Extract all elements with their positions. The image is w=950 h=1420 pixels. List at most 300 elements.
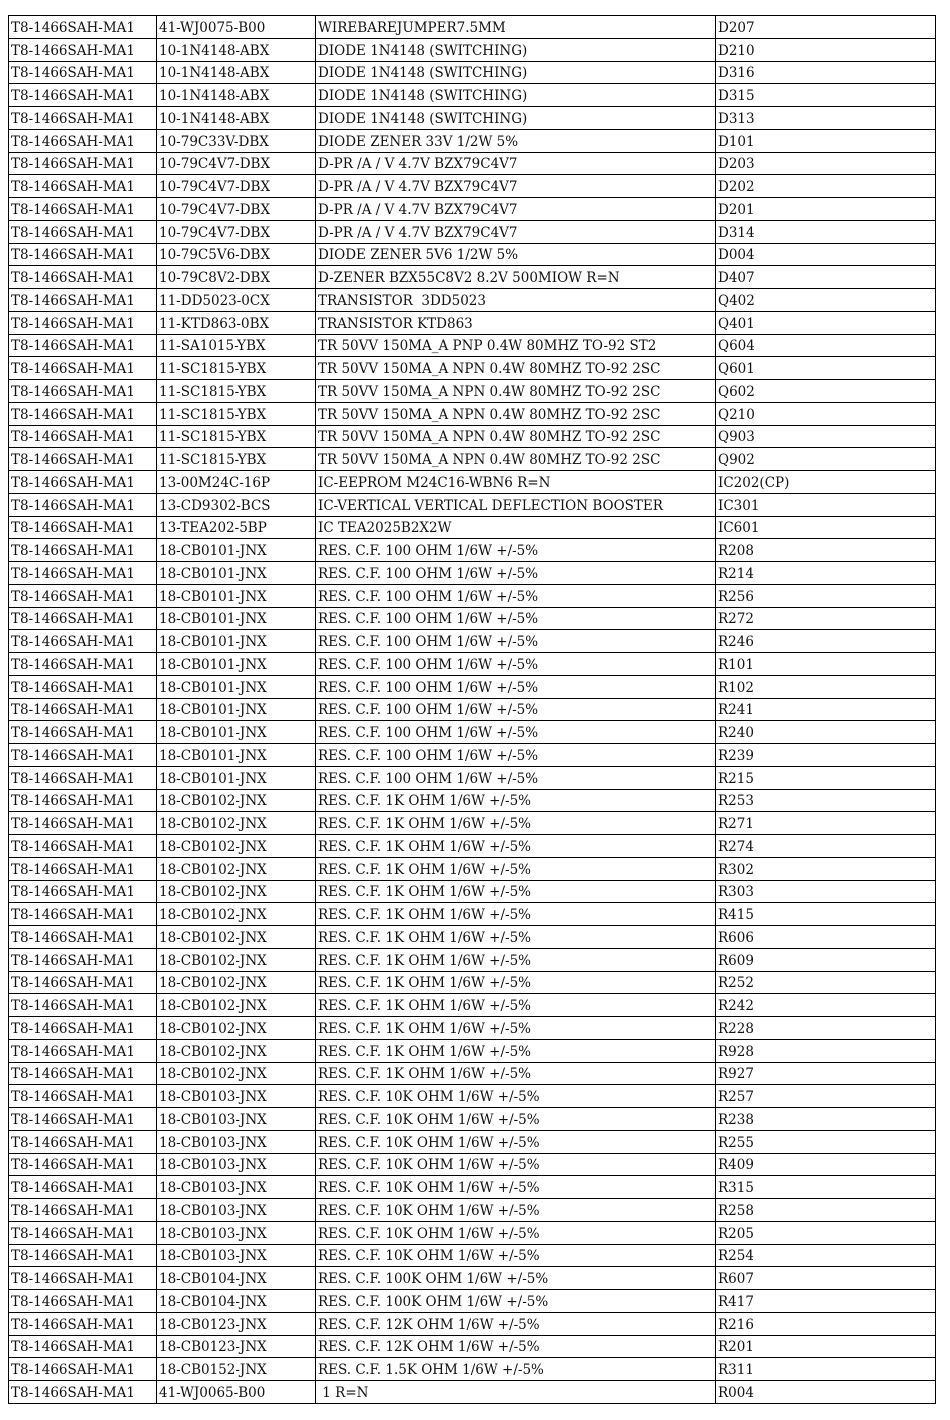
description-cell: RES. C.F. 10K OHM 1/6W +/-5% bbox=[316, 1130, 716, 1153]
reference-designator-cell: R271 bbox=[716, 812, 936, 835]
model-number-cell: T8-1466SAH-MA1 bbox=[9, 516, 157, 539]
reference-designator-cell: R004 bbox=[716, 1381, 936, 1404]
reference-designator-cell: R303 bbox=[716, 880, 936, 903]
model-number-cell: T8-1466SAH-MA1 bbox=[9, 675, 157, 698]
description-cell: TR 50VV 150MA_A NPN 0.4W 80MHZ TO-92 2SC bbox=[316, 448, 716, 471]
model-number-cell: T8-1466SAH-MA1 bbox=[9, 812, 157, 835]
model-number-cell: T8-1466SAH-MA1 bbox=[9, 1039, 157, 1062]
reference-designator-cell: IC202(CP) bbox=[716, 471, 936, 494]
part-number-cell: 18-CB0101-JNX bbox=[157, 721, 316, 744]
model-number-cell: T8-1466SAH-MA1 bbox=[9, 653, 157, 676]
reference-designator-cell: R246 bbox=[716, 630, 936, 653]
table-row bbox=[9, 425, 936, 448]
description-cell: RES. C.F. 1K OHM 1/6W +/-5% bbox=[316, 903, 716, 926]
reference-designator-cell: Q401 bbox=[716, 311, 936, 334]
description-cell: RES. C.F. 1K OHM 1/6W +/-5% bbox=[316, 926, 716, 949]
description-cell: RES. C.F. 100K OHM 1/6W +/-5% bbox=[316, 1267, 716, 1290]
description-cell: RES. C.F. 10K OHM 1/6W +/-5% bbox=[316, 1108, 716, 1131]
part-number-cell: 11-KTD863-0BX bbox=[157, 311, 316, 334]
part-number-cell: 11-SC1815-YBX bbox=[157, 357, 316, 380]
model-number-cell: T8-1466SAH-MA1 bbox=[9, 402, 157, 425]
part-number-cell: 18-CB0103-JNX bbox=[157, 1199, 316, 1222]
model-number-cell: T8-1466SAH-MA1 bbox=[9, 698, 157, 721]
table-row bbox=[9, 721, 936, 744]
model-number-cell: T8-1466SAH-MA1 bbox=[9, 562, 157, 585]
part-number-cell: 18-CB0102-JNX bbox=[157, 1062, 316, 1085]
part-number-cell: 10-1N4148-ABX bbox=[157, 107, 316, 130]
reference-designator-cell: R272 bbox=[716, 607, 936, 630]
reference-designator-cell: R201 bbox=[716, 1335, 936, 1358]
description-cell: DIODE 1N4148 (SWITCHING) bbox=[316, 61, 716, 84]
description-cell: TRANSISTOR KTD863 bbox=[316, 311, 716, 334]
description-cell: RES. C.F. 100 OHM 1/6W +/-5% bbox=[316, 744, 716, 767]
table-row bbox=[9, 948, 936, 971]
reference-designator-cell: R257 bbox=[716, 1085, 936, 1108]
description-cell: RES. C.F. 1K OHM 1/6W +/-5% bbox=[316, 812, 716, 835]
table-row bbox=[9, 1290, 936, 1313]
description-cell: D-PR /A / V 4.7V BZX79C4V7 bbox=[316, 198, 716, 221]
model-number-cell: T8-1466SAH-MA1 bbox=[9, 721, 157, 744]
model-number-cell: T8-1466SAH-MA1 bbox=[9, 789, 157, 812]
model-number-cell: T8-1466SAH-MA1 bbox=[9, 357, 157, 380]
table-row bbox=[9, 675, 936, 698]
model-number-cell: T8-1466SAH-MA1 bbox=[9, 471, 157, 494]
table-row bbox=[9, 493, 936, 516]
part-number-cell: 10-79C4V7-DBX bbox=[157, 220, 316, 243]
model-number-cell: T8-1466SAH-MA1 bbox=[9, 1062, 157, 1085]
reference-designator-cell: R274 bbox=[716, 835, 936, 858]
model-number-cell: T8-1466SAH-MA1 bbox=[9, 1108, 157, 1131]
reference-designator-cell: R228 bbox=[716, 1017, 936, 1040]
description-cell: IC-VERTICAL VERTICAL DEFLECTION BOOSTER bbox=[316, 493, 716, 516]
part-number-cell: 13-CD9302-BCS bbox=[157, 493, 316, 516]
reference-designator-cell: R417 bbox=[716, 1290, 936, 1313]
part-number-cell: 18-CB0101-JNX bbox=[157, 562, 316, 585]
part-number-cell: 18-CB0102-JNX bbox=[157, 971, 316, 994]
table-row bbox=[9, 1267, 936, 1290]
reference-designator-cell: IC301 bbox=[716, 493, 936, 516]
model-number-cell: T8-1466SAH-MA1 bbox=[9, 243, 157, 266]
table-row bbox=[9, 402, 936, 425]
model-number-cell: T8-1466SAH-MA1 bbox=[9, 1267, 157, 1290]
reference-designator-cell: R205 bbox=[716, 1221, 936, 1244]
table-row bbox=[9, 243, 936, 266]
table-row bbox=[9, 1039, 936, 1062]
part-number-cell: 10-79C4V7-DBX bbox=[157, 198, 316, 221]
table-row bbox=[9, 1085, 936, 1108]
model-number-cell: T8-1466SAH-MA1 bbox=[9, 1017, 157, 1040]
table-row bbox=[9, 789, 936, 812]
model-number-cell: T8-1466SAH-MA1 bbox=[9, 289, 157, 312]
description-cell: RES. C.F. 100 OHM 1/6W +/-5% bbox=[316, 675, 716, 698]
model-number-cell: T8-1466SAH-MA1 bbox=[9, 539, 157, 562]
model-number-cell: T8-1466SAH-MA1 bbox=[9, 84, 157, 107]
reference-designator-cell: D316 bbox=[716, 61, 936, 84]
model-number-cell: T8-1466SAH-MA1 bbox=[9, 16, 157, 39]
reference-designator-cell: R607 bbox=[716, 1267, 936, 1290]
description-cell: DIODE ZENER 5V6 1/2W 5% bbox=[316, 243, 716, 266]
table-row bbox=[9, 1381, 936, 1404]
description-cell: RES. C.F. 100 OHM 1/6W +/-5% bbox=[316, 630, 716, 653]
table-row bbox=[9, 994, 936, 1017]
description-cell: RES. C.F. 1K OHM 1/6W +/-5% bbox=[316, 835, 716, 858]
reference-designator-cell: R254 bbox=[716, 1244, 936, 1267]
table-row bbox=[9, 471, 936, 494]
reference-designator-cell: R253 bbox=[716, 789, 936, 812]
reference-designator-cell: R927 bbox=[716, 1062, 936, 1085]
reference-designator-cell: R208 bbox=[716, 539, 936, 562]
part-number-cell: 18-CB0101-JNX bbox=[157, 653, 316, 676]
reference-designator-cell: Q210 bbox=[716, 402, 936, 425]
reference-designator-cell: R311 bbox=[716, 1358, 936, 1381]
model-number-cell: T8-1466SAH-MA1 bbox=[9, 107, 157, 130]
model-number-cell: T8-1466SAH-MA1 bbox=[9, 1358, 157, 1381]
description-cell: RES. C.F. 12K OHM 1/6W +/-5% bbox=[316, 1312, 716, 1335]
reference-designator-cell: D203 bbox=[716, 152, 936, 175]
description-cell: RES. C.F. 10K OHM 1/6W +/-5% bbox=[316, 1244, 716, 1267]
description-cell: TR 50VV 150MA_A NPN 0.4W 80MHZ TO-92 2SC bbox=[316, 357, 716, 380]
part-number-cell: 10-1N4148-ABX bbox=[157, 38, 316, 61]
reference-designator-cell: R101 bbox=[716, 653, 936, 676]
reference-designator-cell: R928 bbox=[716, 1039, 936, 1062]
table-row bbox=[9, 289, 936, 312]
table-row bbox=[9, 334, 936, 357]
part-number-cell: 18-CB0102-JNX bbox=[157, 926, 316, 949]
table-row bbox=[9, 311, 936, 334]
part-number-cell: 18-CB0102-JNX bbox=[157, 880, 316, 903]
table-row bbox=[9, 516, 936, 539]
model-number-cell: T8-1466SAH-MA1 bbox=[9, 948, 157, 971]
part-number-cell: 10-79C5V6-DBX bbox=[157, 243, 316, 266]
table-row bbox=[9, 653, 936, 676]
description-cell: RES. C.F. 12K OHM 1/6W +/-5% bbox=[316, 1335, 716, 1358]
description-cell: DIODE 1N4148 (SWITCHING) bbox=[316, 38, 716, 61]
table-row bbox=[9, 129, 936, 152]
description-cell: RES. C.F. 10K OHM 1/6W +/-5% bbox=[316, 1199, 716, 1222]
part-number-cell: 18-CB0101-JNX bbox=[157, 607, 316, 630]
part-number-cell: 18-CB0101-JNX bbox=[157, 630, 316, 653]
description-cell: RES. C.F. 100 OHM 1/6W +/-5% bbox=[316, 698, 716, 721]
reference-designator-cell: Q601 bbox=[716, 357, 936, 380]
description-cell: IC TEA2025B2X2W bbox=[316, 516, 716, 539]
model-number-cell: T8-1466SAH-MA1 bbox=[9, 1130, 157, 1153]
reference-designator-cell: D314 bbox=[716, 220, 936, 243]
model-number-cell: T8-1466SAH-MA1 bbox=[9, 220, 157, 243]
part-number-cell: 18-CB0103-JNX bbox=[157, 1130, 316, 1153]
model-number-cell: T8-1466SAH-MA1 bbox=[9, 1244, 157, 1267]
reference-designator-cell: R215 bbox=[716, 766, 936, 789]
part-number-cell: 13-00M24C-16P bbox=[157, 471, 316, 494]
part-number-cell: 10-79C33V-DBX bbox=[157, 129, 316, 152]
description-cell: RES. C.F. 1K OHM 1/6W +/-5% bbox=[316, 857, 716, 880]
table-row bbox=[9, 38, 936, 61]
description-cell: WIREBAREJUMPER7.5MM bbox=[316, 16, 716, 39]
description-cell: TRANSISTOR 3DD5023 bbox=[316, 289, 716, 312]
reference-designator-cell: R214 bbox=[716, 562, 936, 585]
table-row bbox=[9, 903, 936, 926]
part-number-cell: 18-CB0101-JNX bbox=[157, 584, 316, 607]
part-number-cell: 10-1N4148-ABX bbox=[157, 84, 316, 107]
table-row bbox=[9, 539, 936, 562]
part-number-cell: 18-CB0102-JNX bbox=[157, 812, 316, 835]
table-row bbox=[9, 1017, 936, 1040]
model-number-cell: T8-1466SAH-MA1 bbox=[9, 38, 157, 61]
reference-designator-cell: R216 bbox=[716, 1312, 936, 1335]
reference-designator-cell: R255 bbox=[716, 1130, 936, 1153]
table-row bbox=[9, 220, 936, 243]
model-number-cell: T8-1466SAH-MA1 bbox=[9, 198, 157, 221]
model-number-cell: T8-1466SAH-MA1 bbox=[9, 129, 157, 152]
part-number-cell: 18-CB0101-JNX bbox=[157, 766, 316, 789]
part-number-cell: 18-CB0101-JNX bbox=[157, 675, 316, 698]
table-row bbox=[9, 926, 936, 949]
description-cell: RES. C.F. 100 OHM 1/6W +/-5% bbox=[316, 607, 716, 630]
parts-table-body bbox=[9, 16, 936, 1404]
description-cell: TR 50VV 150MA_A NPN 0.4W 80MHZ TO-92 2SC bbox=[316, 402, 716, 425]
model-number-cell: T8-1466SAH-MA1 bbox=[9, 1335, 157, 1358]
part-number-cell: 18-CB0102-JNX bbox=[157, 948, 316, 971]
description-cell: RES. C.F. 1K OHM 1/6W +/-5% bbox=[316, 971, 716, 994]
description-cell: RES. C.F. 1.5K OHM 1/6W +/-5% bbox=[316, 1358, 716, 1381]
table-row bbox=[9, 1062, 936, 1085]
reference-designator-cell: R415 bbox=[716, 903, 936, 926]
reference-designator-cell: R238 bbox=[716, 1108, 936, 1131]
model-number-cell: T8-1466SAH-MA1 bbox=[9, 266, 157, 289]
part-number-cell: 10-1N4148-ABX bbox=[157, 61, 316, 84]
reference-designator-cell: Q604 bbox=[716, 334, 936, 357]
model-number-cell: T8-1466SAH-MA1 bbox=[9, 380, 157, 403]
reference-designator-cell: R102 bbox=[716, 675, 936, 698]
model-number-cell: T8-1466SAH-MA1 bbox=[9, 152, 157, 175]
description-cell: D-PR /A / V 4.7V BZX79C4V7 bbox=[316, 220, 716, 243]
reference-designator-cell: IC601 bbox=[716, 516, 936, 539]
table-row bbox=[9, 1221, 936, 1244]
model-number-cell: T8-1466SAH-MA1 bbox=[9, 1381, 157, 1404]
model-number-cell: T8-1466SAH-MA1 bbox=[9, 926, 157, 949]
part-number-cell: 18-CB0123-JNX bbox=[157, 1335, 316, 1358]
part-number-cell: 10-79C8V2-DBX bbox=[157, 266, 316, 289]
part-number-cell: 13-TEA202-5BP bbox=[157, 516, 316, 539]
part-number-cell: 18-CB0103-JNX bbox=[157, 1153, 316, 1176]
reference-designator-cell: R241 bbox=[716, 698, 936, 721]
description-cell: RES. C.F. 10K OHM 1/6W +/-5% bbox=[316, 1176, 716, 1199]
model-number-cell: T8-1466SAH-MA1 bbox=[9, 448, 157, 471]
part-number-cell: 18-CB0102-JNX bbox=[157, 903, 316, 926]
table-row bbox=[9, 766, 936, 789]
table-row bbox=[9, 16, 936, 39]
reference-designator-cell: D407 bbox=[716, 266, 936, 289]
description-cell: TR 50VV 150MA_A NPN 0.4W 80MHZ TO-92 2SC bbox=[316, 380, 716, 403]
table-row bbox=[9, 1244, 936, 1267]
model-number-cell: T8-1466SAH-MA1 bbox=[9, 630, 157, 653]
table-row bbox=[9, 630, 936, 653]
model-number-cell: T8-1466SAH-MA1 bbox=[9, 744, 157, 767]
reference-designator-cell: R315 bbox=[716, 1176, 936, 1199]
table-row bbox=[9, 175, 936, 198]
description-cell: DIODE 1N4148 (SWITCHING) bbox=[316, 107, 716, 130]
table-row bbox=[9, 448, 936, 471]
reference-designator-cell: R302 bbox=[716, 857, 936, 880]
description-cell: RES. C.F. 10K OHM 1/6W +/-5% bbox=[316, 1085, 716, 1108]
description-cell: RES. C.F. 1K OHM 1/6W +/-5% bbox=[316, 994, 716, 1017]
table-row bbox=[9, 61, 936, 84]
table-row bbox=[9, 1335, 936, 1358]
table-row bbox=[9, 1176, 936, 1199]
model-number-cell: T8-1466SAH-MA1 bbox=[9, 1085, 157, 1108]
reference-designator-cell: Q602 bbox=[716, 380, 936, 403]
model-number-cell: T8-1466SAH-MA1 bbox=[9, 1290, 157, 1313]
reference-designator-cell: R242 bbox=[716, 994, 936, 1017]
description-cell: RES. C.F. 1K OHM 1/6W +/-5% bbox=[316, 880, 716, 903]
description-cell: RES. C.F. 10K OHM 1/6W +/-5% bbox=[316, 1153, 716, 1176]
model-number-cell: T8-1466SAH-MA1 bbox=[9, 493, 157, 516]
part-number-cell: 18-CB0102-JNX bbox=[157, 1017, 316, 1040]
model-number-cell: T8-1466SAH-MA1 bbox=[9, 584, 157, 607]
part-number-cell: 11-DD5023-0CX bbox=[157, 289, 316, 312]
model-number-cell: T8-1466SAH-MA1 bbox=[9, 766, 157, 789]
part-number-cell: 18-CB0123-JNX bbox=[157, 1312, 316, 1335]
part-number-cell: 18-CB0103-JNX bbox=[157, 1108, 316, 1131]
description-cell: DIODE 1N4148 (SWITCHING) bbox=[316, 84, 716, 107]
part-number-cell: 18-CB0102-JNX bbox=[157, 789, 316, 812]
table-row bbox=[9, 835, 936, 858]
model-number-cell: T8-1466SAH-MA1 bbox=[9, 857, 157, 880]
description-cell: RES. C.F. 1K OHM 1/6W +/-5% bbox=[316, 1039, 716, 1062]
description-cell: RES. C.F. 100 OHM 1/6W +/-5% bbox=[316, 766, 716, 789]
table-row bbox=[9, 857, 936, 880]
table-row bbox=[9, 744, 936, 767]
part-number-cell: 18-CB0102-JNX bbox=[157, 857, 316, 880]
table-row bbox=[9, 198, 936, 221]
table-row bbox=[9, 152, 936, 175]
model-number-cell: T8-1466SAH-MA1 bbox=[9, 425, 157, 448]
reference-designator-cell: R409 bbox=[716, 1153, 936, 1176]
table-row bbox=[9, 607, 936, 630]
reference-designator-cell: D101 bbox=[716, 129, 936, 152]
part-number-cell: 18-CB0101-JNX bbox=[157, 744, 316, 767]
description-cell: RES. C.F. 100 OHM 1/6W +/-5% bbox=[316, 584, 716, 607]
table-row bbox=[9, 562, 936, 585]
part-number-cell: 18-CB0103-JNX bbox=[157, 1085, 316, 1108]
description-cell: RES. C.F. 100 OHM 1/6W +/-5% bbox=[316, 562, 716, 585]
table-row bbox=[9, 812, 936, 835]
part-number-cell: 18-CB0104-JNX bbox=[157, 1267, 316, 1290]
model-number-cell: T8-1466SAH-MA1 bbox=[9, 1221, 157, 1244]
reference-designator-cell: R240 bbox=[716, 721, 936, 744]
reference-designator-cell: R239 bbox=[716, 744, 936, 767]
description-cell: RES. C.F. 100K OHM 1/6W +/-5% bbox=[316, 1290, 716, 1313]
table-row bbox=[9, 1312, 936, 1335]
part-number-cell: 18-CB0101-JNX bbox=[157, 698, 316, 721]
model-number-cell: T8-1466SAH-MA1 bbox=[9, 880, 157, 903]
model-number-cell: T8-1466SAH-MA1 bbox=[9, 994, 157, 1017]
table-row bbox=[9, 380, 936, 403]
model-number-cell: T8-1466SAH-MA1 bbox=[9, 1176, 157, 1199]
model-number-cell: T8-1466SAH-MA1 bbox=[9, 1312, 157, 1335]
reference-designator-cell: D315 bbox=[716, 84, 936, 107]
part-number-cell: 18-CB0103-JNX bbox=[157, 1221, 316, 1244]
model-number-cell: T8-1466SAH-MA1 bbox=[9, 835, 157, 858]
description-cell: DIODE ZENER 33V 1/2W 5% bbox=[316, 129, 716, 152]
table-row bbox=[9, 584, 936, 607]
part-number-cell: 18-CB0103-JNX bbox=[157, 1176, 316, 1199]
description-cell: 1 R=N bbox=[316, 1381, 716, 1404]
part-number-cell: 11-SC1815-YBX bbox=[157, 380, 316, 403]
reference-designator-cell: R256 bbox=[716, 584, 936, 607]
description-cell: RES. C.F. 100 OHM 1/6W +/-5% bbox=[316, 539, 716, 562]
part-number-cell: 10-79C4V7-DBX bbox=[157, 152, 316, 175]
reference-designator-cell: R606 bbox=[716, 926, 936, 949]
reference-designator-cell: R258 bbox=[716, 1199, 936, 1222]
description-cell: IC-EEPROM M24C16-WBN6 R=N bbox=[316, 471, 716, 494]
model-number-cell: T8-1466SAH-MA1 bbox=[9, 334, 157, 357]
description-cell: D-PR /A / V 4.7V BZX79C4V7 bbox=[316, 152, 716, 175]
reference-designator-cell: Q402 bbox=[716, 289, 936, 312]
part-number-cell: 11-SC1815-YBX bbox=[157, 448, 316, 471]
description-cell: RES. C.F. 10K OHM 1/6W +/-5% bbox=[316, 1221, 716, 1244]
description-cell: RES. C.F. 1K OHM 1/6W +/-5% bbox=[316, 948, 716, 971]
part-number-cell: 18-CB0152-JNX bbox=[157, 1358, 316, 1381]
description-cell: TR 50VV 150MA_A PNP 0.4W 80MHZ TO-92 ST2 bbox=[316, 334, 716, 357]
model-number-cell: T8-1466SAH-MA1 bbox=[9, 971, 157, 994]
part-number-cell: 18-CB0104-JNX bbox=[157, 1290, 316, 1313]
description-cell: D-PR /A / V 4.7V BZX79C4V7 bbox=[316, 175, 716, 198]
part-number-cell: 18-CB0102-JNX bbox=[157, 1039, 316, 1062]
model-number-cell: T8-1466SAH-MA1 bbox=[9, 175, 157, 198]
part-number-cell: 11-SA1015-YBX bbox=[157, 334, 316, 357]
reference-designator-cell: Q903 bbox=[716, 425, 936, 448]
model-number-cell: T8-1466SAH-MA1 bbox=[9, 1199, 157, 1222]
reference-designator-cell: D207 bbox=[716, 16, 936, 39]
part-number-cell: 10-79C4V7-DBX bbox=[157, 175, 316, 198]
part-number-cell: 11-SC1815-YBX bbox=[157, 402, 316, 425]
table-row bbox=[9, 266, 936, 289]
table-row bbox=[9, 971, 936, 994]
part-number-cell: 11-SC1815-YBX bbox=[157, 425, 316, 448]
model-number-cell: T8-1466SAH-MA1 bbox=[9, 311, 157, 334]
table-row bbox=[9, 107, 936, 130]
description-cell: RES. C.F. 100 OHM 1/6W +/-5% bbox=[316, 653, 716, 676]
parts-table bbox=[8, 15, 936, 1404]
part-number-cell: 41-WJ0075-B00 bbox=[157, 16, 316, 39]
description-cell: RES. C.F. 1K OHM 1/6W +/-5% bbox=[316, 1017, 716, 1040]
part-number-cell: 18-CB0101-JNX bbox=[157, 539, 316, 562]
reference-designator-cell: R609 bbox=[716, 948, 936, 971]
part-number-cell: 41-WJ0065-B00 bbox=[157, 1381, 316, 1404]
reference-designator-cell: Q902 bbox=[716, 448, 936, 471]
table-row bbox=[9, 1108, 936, 1131]
table-row bbox=[9, 880, 936, 903]
reference-designator-cell: D201 bbox=[716, 198, 936, 221]
table-row bbox=[9, 1153, 936, 1176]
description-cell: RES. C.F. 100 OHM 1/6W +/-5% bbox=[316, 721, 716, 744]
table-row bbox=[9, 84, 936, 107]
table-row bbox=[9, 698, 936, 721]
reference-designator-cell: D202 bbox=[716, 175, 936, 198]
model-number-cell: T8-1466SAH-MA1 bbox=[9, 607, 157, 630]
description-cell: TR 50VV 150MA_A NPN 0.4W 80MHZ TO-92 2SC bbox=[316, 425, 716, 448]
description-cell: RES. C.F. 1K OHM 1/6W +/-5% bbox=[316, 789, 716, 812]
part-number-cell: 18-CB0102-JNX bbox=[157, 994, 316, 1017]
part-number-cell: 18-CB0102-JNX bbox=[157, 835, 316, 858]
reference-designator-cell: D210 bbox=[716, 38, 936, 61]
description-cell: RES. C.F. 1K OHM 1/6W +/-5% bbox=[316, 1062, 716, 1085]
table-row bbox=[9, 357, 936, 380]
model-number-cell: T8-1466SAH-MA1 bbox=[9, 61, 157, 84]
table-row bbox=[9, 1199, 936, 1222]
part-number-cell: 18-CB0103-JNX bbox=[157, 1244, 316, 1267]
bom-sheet bbox=[8, 15, 936, 1404]
